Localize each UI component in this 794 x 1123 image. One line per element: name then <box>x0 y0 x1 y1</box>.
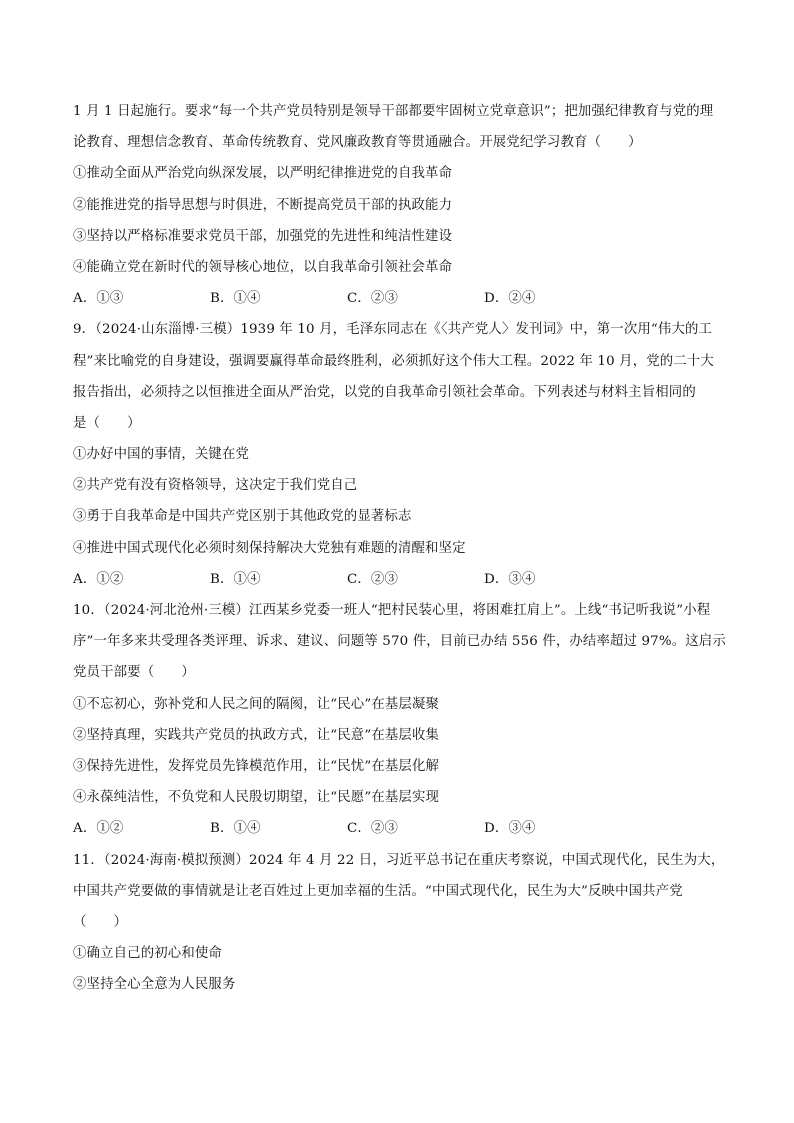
statement-3: ③坚持以严格标准要求党员干部，加强党的先进性和纯洁性建设 <box>73 228 453 244</box>
question-continuation <box>73 96 733 314</box>
question-10 <box>73 595 733 845</box>
choice-b: B．①④ <box>210 821 261 837</box>
statement-3: ③保持先进性，发挥党员先锋模范作用，让“民忧”在基层化解 <box>73 758 440 774</box>
question-text-line: 是（ ） <box>73 415 141 431</box>
statement-4: ④永葆纯洁性，不负党和人民殷切期望，让“民愿”在基层实现 <box>73 790 440 806</box>
statement-1: ①确立自己的初心和使命 <box>73 946 222 962</box>
question-text-line: 10．（2024·河北沧州·三模）江西某乡党委一班人“把村民装心里，将困难扛肩上”。上线“书记听我说”小程 <box>73 603 711 618</box>
question-text-line: 序”一年多来共受理各类评理、诉求、建议、问题等 570 件，目前已办结 556 件，办结率超过 97%。这启示 <box>73 634 726 650</box>
statement-1: ①办好中国的事情，关键在党 <box>73 447 250 463</box>
choice-c: C．②③ <box>347 571 399 587</box>
question-text-line: 报告指出，必须持之以恒推进全面从严治党，以党的自我革命引领社会革命。下列表述与材料主旨相同的 <box>73 384 696 400</box>
choice-b: B．①④ <box>210 571 261 587</box>
statement-2: ②共产党有没有资格领导，这决定于我们党自己 <box>73 478 358 494</box>
statement-2: ②能推进党的指导思想与时俱进，不断提高党员干部的执政能力 <box>73 197 453 213</box>
question-11 <box>73 845 733 1001</box>
choice-d: D．③④ <box>484 571 536 587</box>
statement-3: ③勇于自我革命是中国共产党区别于其他政党的显著标志 <box>73 509 412 525</box>
answer-choices <box>73 813 733 844</box>
choice-a: A．①② <box>73 571 124 587</box>
statement-2: ②坚持真理，实践共产党员的执政方式，让“民意”在基层收集 <box>73 727 440 743</box>
choice-a: A．①③ <box>73 291 124 307</box>
question-text-line: 11．（2024·海南·模拟预测）2024 年 4 月 22 日，习近平总书记在重庆考察说，中国式现代化，民生为大， <box>73 852 725 868</box>
statement-1: ①推动全面从严治党向纵深发展，以严明纪律推进党的自我革命 <box>73 166 453 182</box>
question-9 <box>73 314 733 595</box>
choice-d: D．③④ <box>484 821 536 837</box>
page-content <box>73 96 733 1000</box>
question-text-line: 论教育、理想信念教育、革命传统教育、党风廉政教育等贯通融合。开展党纪学习教育（ ） <box>73 135 642 151</box>
question-text-line: 1 月 1 日起施行。要求“每一个共产党员特别是领导干部都要牢固树立党章意识”；把加强纪律教育与党的理 <box>73 104 714 119</box>
question-text-line: 党员干部要（ ） <box>73 665 195 681</box>
statement-4: ④能确立党在新时代的领导核心地位，以自我革命引领社会革命 <box>73 259 453 275</box>
statement-1: ①不忘初心，弥补党和人民之间的隔阂，让“民心”在基层凝聚 <box>73 696 440 712</box>
choice-d: D．②④ <box>484 291 536 307</box>
question-text-line: 9．（2024·山东淄博·三模）1939 年 10 月，毛泽东同志在《〈共产党人〉发刊词》中，第一次用“伟大的工 <box>73 322 713 338</box>
question-text-line: （ ） <box>73 914 128 930</box>
choice-a: A．①② <box>73 821 124 837</box>
answer-choices <box>73 564 733 595</box>
answer-choices <box>73 283 733 314</box>
question-text-line: 中国共产党要做的事情就是让老百姓过上更加幸福的生活。“中国式现代化，民生为大”反映中国共产党 <box>73 883 683 899</box>
choice-c: C．②③ <box>347 291 399 307</box>
choice-b: B．①④ <box>210 291 261 307</box>
statement-2: ②坚持全心全意为人民服务 <box>73 977 236 993</box>
choice-c: C．②③ <box>347 821 399 837</box>
statement-4: ④推进中国式现代化必须时刻保持解决大党独有难题的清醒和坚定 <box>73 540 466 556</box>
question-text-line: 程”来比喻党的自身建设，强调要赢得革命最终胜利，必须抓好这个伟大工程。2022 年 10 月，党的二十大 <box>73 353 714 369</box>
